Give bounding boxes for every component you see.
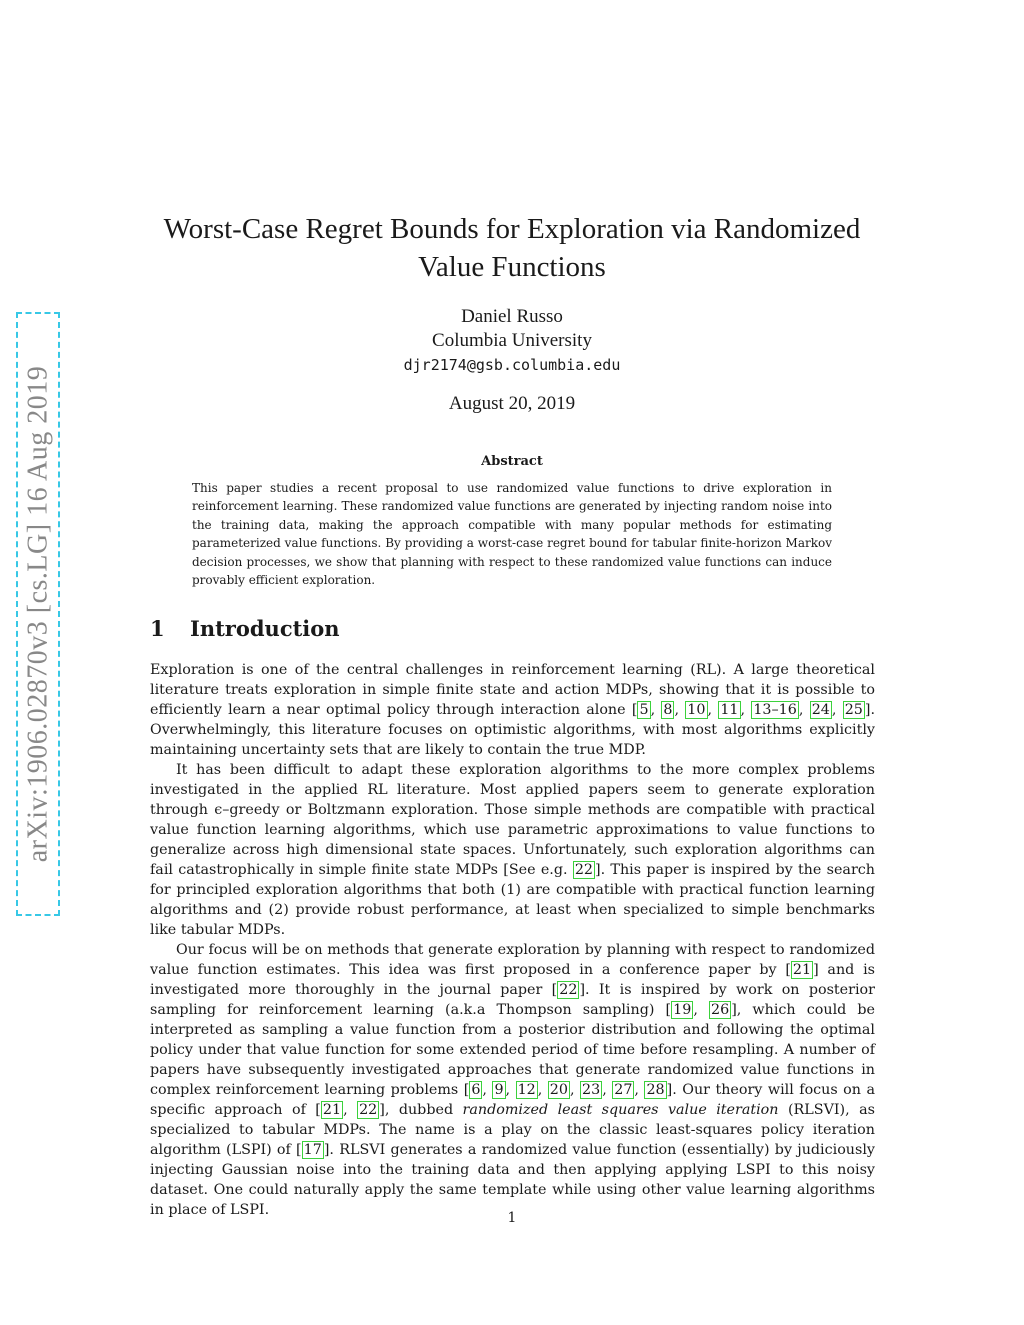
citation-link[interactable]: 24 (811, 702, 830, 718)
emphasized-term: randomized least squares value iteration (462, 1102, 779, 1118)
author-affiliation: Columbia University (432, 330, 592, 351)
citation-link[interactable]: 9 (494, 1082, 504, 1098)
citation-link[interactable]: 20 (549, 1082, 568, 1098)
section-heading (150, 616, 340, 641)
paragraph-text: Our focus will be on methods that generate exploration by planning with respect to randomized value function estimates. This idea was first proposed in a conference paper by [ (150, 942, 875, 978)
abstract-heading: Abstract (481, 454, 543, 469)
citation-link[interactable]: 11 (720, 702, 739, 718)
body-text (150, 660, 875, 1220)
citation-link[interactable]: 5 (639, 702, 649, 718)
citation-link[interactable]: 21 (322, 1102, 342, 1118)
citation-link[interactable]: 6 (471, 1082, 481, 1098)
citation-link[interactable]: 21 (792, 962, 812, 978)
paragraph-text: Exploration is one of the central challenges in reinforcement learning (RL). A large theoretical literature treats exploration in simple finite state and action MDPs, showing that it is possible to efficiently learn a near optimal policy through interaction alone [ (150, 662, 875, 718)
paper-title: Worst-Case Regret Bounds for Exploration via Randomized Value Functions (163, 213, 861, 283)
citation-link[interactable]: 10 (687, 702, 706, 718)
paragraph-text: ], which could be interpreted as sampling a value function from a posterior distribution and following the optimal policy under that value function for some extended period of time before resampling. A number of papers have subsequently investigated approaches that generate randomized value functions in complex reinforcement learning problems [ (150, 1002, 876, 1098)
citation-link[interactable]: 28 (646, 1082, 665, 1098)
paper-date: August 20, 2019 (448, 393, 576, 414)
citation-link[interactable]: 13–16 (753, 702, 797, 718)
paragraph-text: ] and is investigated more thoroughly in the journal paper [ (150, 962, 875, 998)
citation-link[interactable]: 22 (574, 862, 594, 878)
author-email[interactable]: djr2174@gsb.columbia.edu (403, 356, 621, 374)
paragraph-2 (150, 760, 875, 940)
paragraph-text: ]. It is inspired by work on posterior sampling for reinforcement learning (a.k.a Thompson sampling) [ (150, 982, 875, 1018)
abstract-text: This paper studies a recent proposal to use randomized value functions to drive exploration in reinforcement learning. These randomized value functions are generated by injecting random noise into the training data, making the approach compatible with many popular methods for estimating parameterized value functions. By providing a worst-case regret bound for tabular finite-horizon Markov decision processes, we show that planning with respect to these randomized value functions can induce provably efficient exploration. (192, 481, 832, 588)
paragraph-text: ]. This paper is inspired by the search for principled exploration algorithms that both (1) are compatible with practical function learning algorithms and (2) provide robust performance, at least when specialized to simple benchmarks like tabular MDPs. (150, 862, 875, 938)
paragraph-text: It has been difficult to adapt these exploration algorithms to the more complex problems investigated in the applied RL literature. Most applied papers seem to generate exploration through ϵ–greedy or Boltzmann exploration. Those simple methods are compatible with practical value function learning algorithms, which use parametric approximations to value functions to generalize across high dimensional state spaces. Unfortunately, such exploration algorithms can fail catastrophically in simple finite state MDPs [See e.g. (150, 762, 875, 878)
author-name: Daniel Russo (461, 306, 563, 327)
citation-link[interactable]: 25 (844, 702, 863, 718)
paragraph-text: (RLSVI), as specialized to tabular MDPs. The name is a play on the classic least-squares policy iteration algorithm (LSPI) of [ (150, 1102, 875, 1158)
citation-link[interactable]: 26 (710, 1002, 730, 1018)
section-title: Introduction (190, 616, 340, 641)
page-number: 1 (507, 1210, 517, 1226)
paragraph-text: ], dubbed (379, 1102, 463, 1118)
citation-link[interactable]: 8 (663, 702, 673, 718)
citation-link[interactable]: 22 (359, 1102, 378, 1118)
paragraph-3: Our focus will be on methods that generate exploration by planning with respect to randomized value function estimates. This idea was first proposed in a conference paper by [ 21 ] and is investigated more thoroughly in the journal paper [ 22 ]. It is inspired by work on posterior sampling for reinforcement learning (a.k.a Thompson sampling) [ 19 , 26 ], which could be interpreted as sampling a value function from a posterior distribution and following the optimal policy under that value function for some extended period of time before resampling. A number of papers have subsequently investigated approaches that generate randomized value functions in complex reinforcement learning problems [ 6 , 9 , 12 , 20 , 23 , 27 , 28 ]. Our theory will focus on a specific approach of [ 21 , 22 ], dubbed randomized least squares value iteration (RLSVI), as specialized to tabular MDPs. The name is a play on the classic least-squares policy iteration algorithm (LSPI) of [ 17 ]. RLSVI generates a randomized value function (essentially) by judiciously injecting Gaussian noise into the training data and then applying applying LSPI to this noisy dataset. One could naturally apply the same template while using other value learning algorithms in place of LSPI. (150, 942, 876, 1218)
citation-link[interactable]: 12 (517, 1082, 536, 1098)
citation-link[interactable]: 23 (582, 1082, 601, 1098)
citation-link[interactable]: 27 (614, 1082, 633, 1098)
citation-link[interactable]: 19 (673, 1002, 692, 1018)
paragraph-1: Exploration is one of the central challenges in reinforcement learning (RL). A large theoretical literature treats exploration in simple finite state and action MDPs, showing that it is possible to efficiently learn a near optimal policy through interaction alone [ 5 , 8 , 10 , 11 , 13–16 , 24 , 25 ]. Overwhelmingly, this literature focuses on optimistic algorithms, with most algorithms explicitly maintaining uncertainty sets that are likely to contain the true MDP. (150, 662, 876, 758)
paragraph-text: ]. RLSVI generates a randomized value function (essentially) by judiciously injecting Gaussian noise into the training data and then applying applying LSPI to this noisy dataset. One could naturally apply the same template while using other value learning algorithms in place of LSPI. (150, 1142, 876, 1218)
arxiv-stamp-text: arXiv:1906.02870v3 [cs.LG] 16 Aug 2019 (22, 365, 54, 863)
paragraph-text: ]. Overwhelmingly, this literature focuses on optimistic algorithms, with most algorithms explicitly maintaining uncertainty sets that are likely to contain the true MDP. (150, 702, 876, 758)
citation-link[interactable]: 17 (303, 1142, 322, 1158)
citation-link[interactable]: 22 (559, 982, 578, 998)
paragraph-text: ]. Our theory will focus on a specific approach of [ (150, 1082, 875, 1118)
section-number: 1 (150, 616, 165, 641)
